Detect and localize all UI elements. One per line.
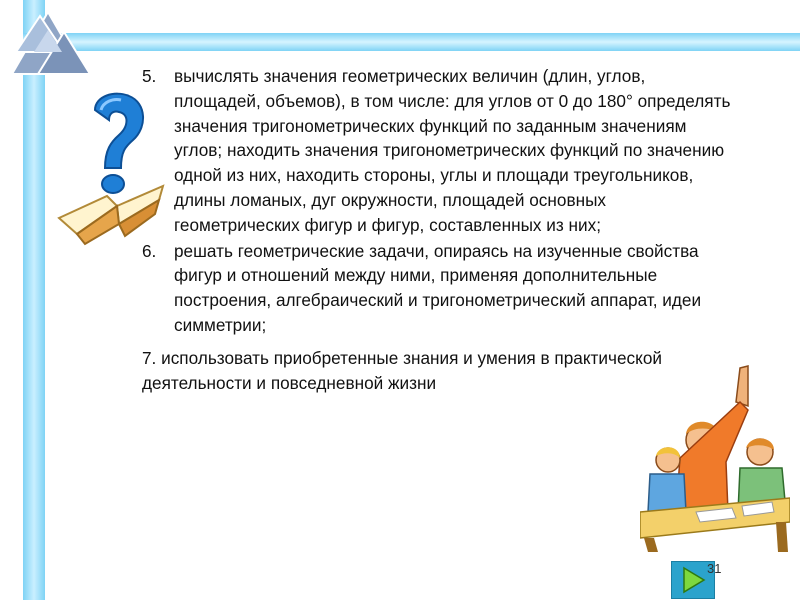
item-7-text: 7. использовать приобретенные знания и умения в практической деятельности и повседневной жизни [142,347,662,393]
item-number: 6. [142,240,157,261]
item-text: вычислять значения геометрических величин (длин, углов, площадей, объемов), в том числе: для углов от 0 до 180° определять значения тригонометрических функций по заданным значениям углов; находить значения тригонометрических функций по значению одной из них, находить стороны, углы и площади треугольников, длины ломаных, дуг окружности, площадей основных геометрических фигур и фигур, составленных из них; [174,66,731,235]
left-decor-bar [23,0,45,600]
triangles-logo-icon [8,8,90,80]
list-item [142,239,732,338]
item-text: решать геометрические задачи, опираясь на изученные свойства фигур и отношений между ними, применяя дополнительные построения, алгебраический и тригонометрический аппарат, идеи симметрии; [174,240,702,335]
slide-number: 31 [707,561,722,576]
students-clipart-icon [640,362,790,552]
slide-content [142,64,732,395]
list-item [142,64,732,238]
top-decor-bar [23,33,800,51]
item-number: 5. [142,66,157,86]
